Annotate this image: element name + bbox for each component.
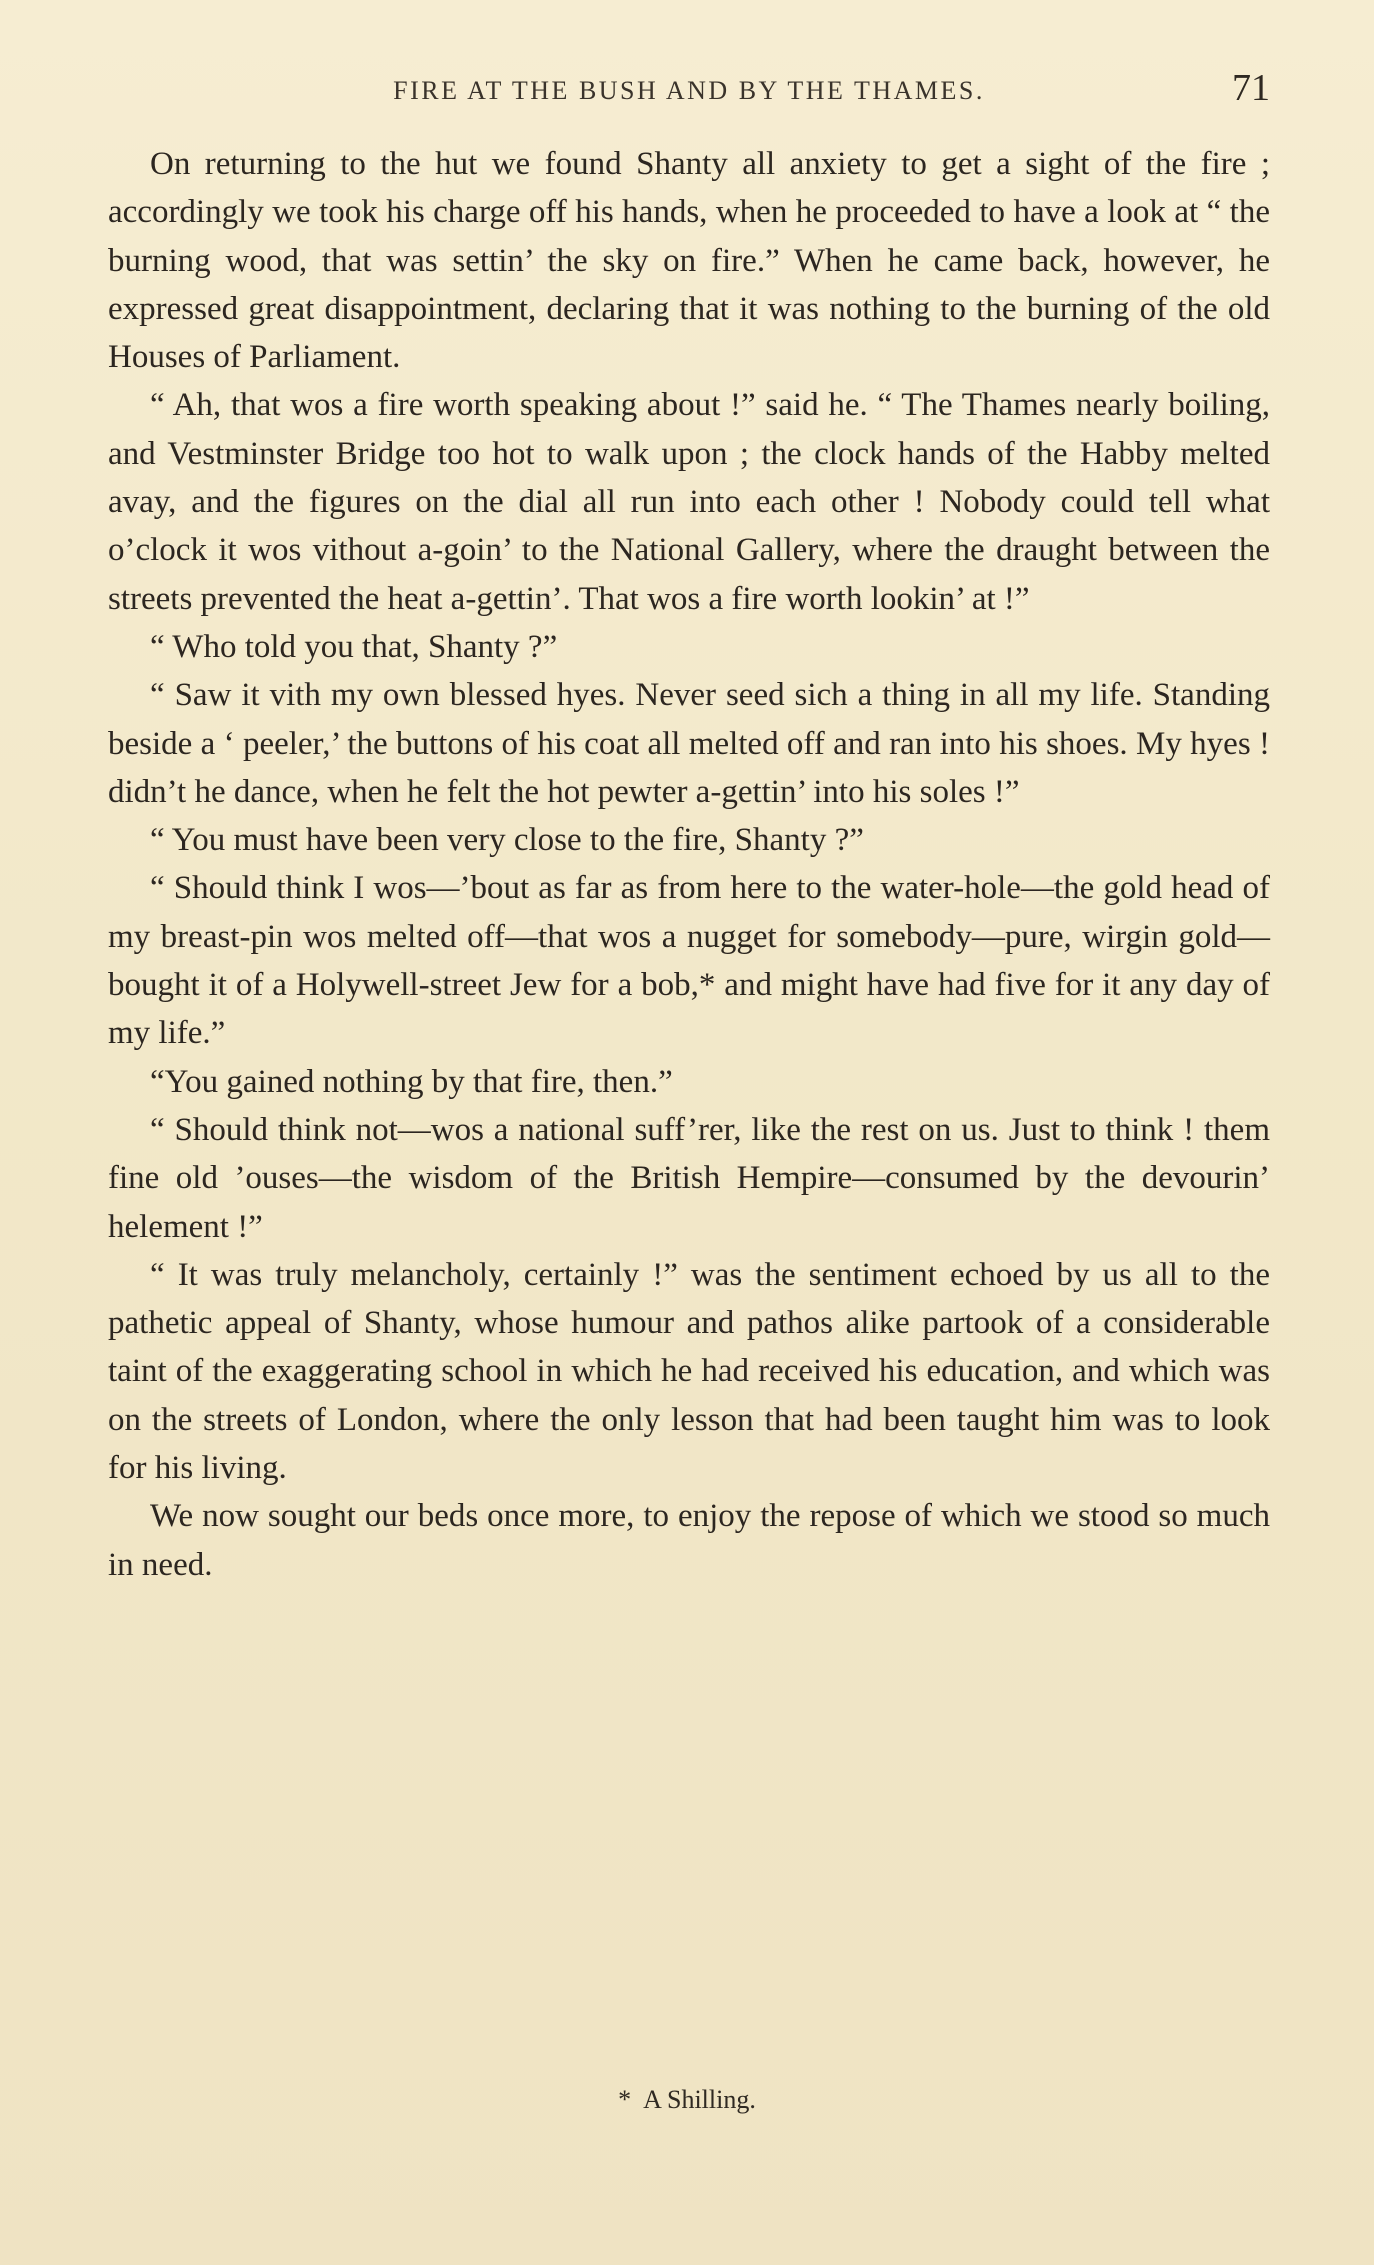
paragraph: “ You must have been very close to the fire, Shanty ?” [150,822,864,859]
page-number: 71 [1232,67,1270,109]
footnote-text: A Shilling. [643,2085,756,2114]
paragraph: “ Should think I wos—’bout as far as from here to the water-hole—the gold head of my breast-pin wos melted off—that wos a nugget for somebody—pure, wirgin gold—bought it of a Holywell-street Jew for a bob,* and might have had five for it any day of my life.” [108,870,1270,1052]
paragraph: “ Ah, that wos a fire worth speaking about !” said he. “ The Thames nearly boiling, and Vestminster Bridge too hot to walk upon ; the clock hands of the Habby melted avay, and the figures on the dial all run into each other ! Nobody could tell what o’clock it wos vithout a-goin’ to the National Gallery, where the draught between the streets prevented the heat a-gettin’. That wos a fire worth lookin’ at !” [108,387,1270,617]
footnote [0,2085,1374,2115]
paragraph: “ Should think not—wos a national suff’rer, like the rest on us. Just to think ! them fine old ’ouses—the wisdom of the British Hempire—consumed by the devourin’ helement !” [108,1111,1270,1245]
running-title: FIRE AT THE BUSH AND BY THE THAMES. [393,76,985,105]
body-text [108,140,1270,1589]
footnote-mark: * [618,2085,632,2114]
paragraph: “You gained nothing by that fire, then.” [150,1063,673,1100]
running-head [108,66,1270,116]
paragraph: “ Who told you that, Shanty ?” [150,628,558,665]
paragraph: “ It was truly melancholy, certainly !” was the sentiment echoed by us all to the pathetic appeal of Shanty, whose humour and pathos alike partook of a considerable taint of the exaggerating school in which he had received his education, and which was on the streets of London, where the only lesson that had been taught him was to look for his living. [108,1256,1270,1487]
paragraph: We now sought our beds once more, to enjoy the repose of which we stood so much in need. [108,1498,1270,1583]
paragraph: On returning to the hut we found Shanty all anxiety to get a sight of the fire ; accordingly we took his charge off his hands, when he proceeded to have a look at “ the burning wood, that was settin’ the sky on fire.” When he came back, however, he expressed great disappointment, declaring that it was nothing to the burning of the old Houses of Parliament. [108,146,1270,376]
paragraph: “ Saw it vith my own blessed hyes. Never seed sich a thing in all my life. Standing beside a ‘ peeler,’ the buttons of his coat all melted off and ran into his shoes. My hyes ! didn’t he dance, when he felt the hot pewter a-gettin’ into his soles !” [108,677,1270,810]
